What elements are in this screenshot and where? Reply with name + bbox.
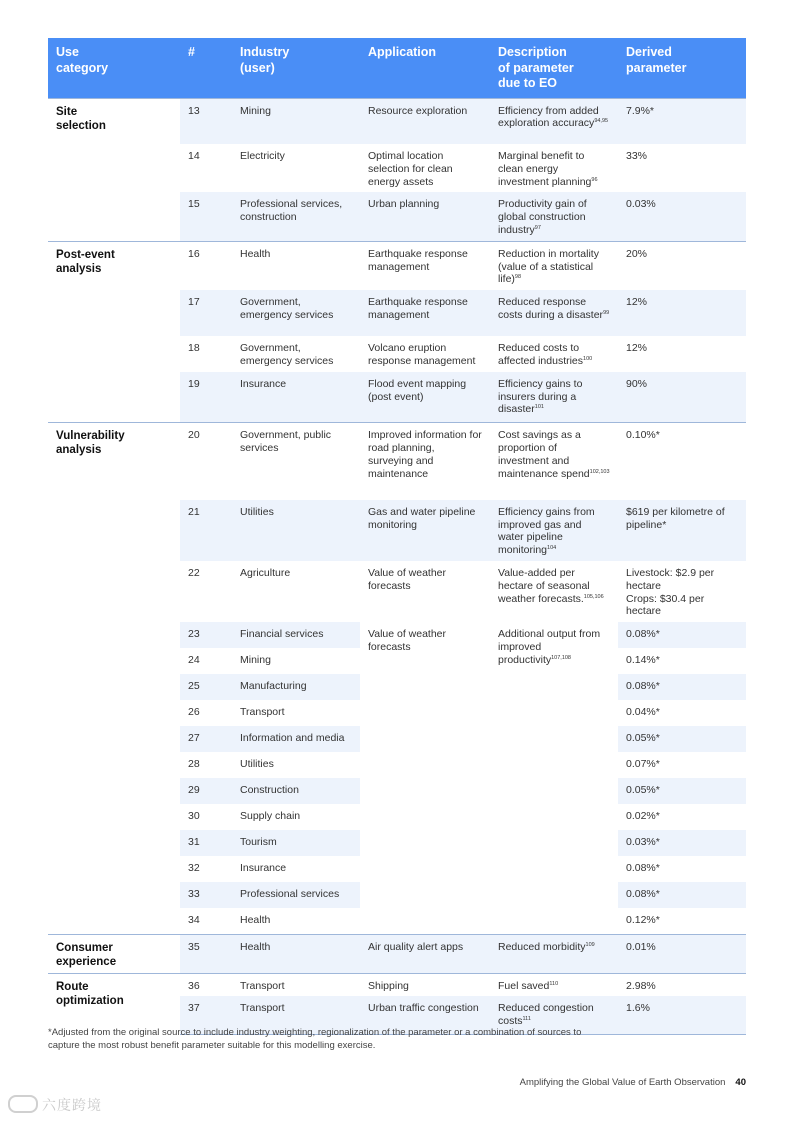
row-description: [490, 561, 618, 622]
description-text: Reduced costs to affected industries: [498, 342, 584, 367]
row-number: 26: [188, 706, 200, 719]
row-application: Value of weather forecasts: [368, 566, 447, 592]
row-parameter: 0.12%*: [626, 914, 660, 927]
row-number: 37: [180, 996, 232, 1034]
eo-value-table: [48, 38, 746, 1035]
category-cell: Route optimization: [48, 973, 180, 1034]
row-number: 33: [180, 882, 232, 908]
description-text: Value-added per hectare of seasonal weather forecasts.: [498, 566, 590, 605]
table-row: [48, 973, 746, 996]
row-industry: Construction: [232, 778, 360, 804]
table-container: [48, 38, 746, 1035]
row-application: Shipping: [360, 973, 490, 996]
description-text: Productivity gain of global construction industry: [498, 198, 587, 236]
row-industry: Insurance: [240, 862, 287, 875]
row-number: 31: [180, 830, 232, 856]
row-number: 35: [180, 934, 232, 973]
row-number: 28: [188, 758, 200, 771]
header-industry: Industry (user): [232, 38, 360, 98]
row-number: 20: [180, 423, 232, 500]
watermark-logo-icon: [8, 1095, 38, 1113]
row-parameter: 0.14%*: [626, 654, 660, 667]
row-parameter: Livestock: $2.9 per hectare Crops: $30.4 per hectare: [626, 566, 715, 618]
description-text: Cost savings as a proportion of investment and maintenance spend: [498, 429, 590, 480]
page-number: 40: [735, 1077, 746, 1088]
row-number: 29: [180, 778, 232, 804]
row-number: 30: [188, 810, 200, 823]
description-text: Reduction in mortality (value of a statistical life): [498, 247, 599, 286]
row-parameter: 2.98%: [618, 973, 746, 996]
description-text: Efficiency gains from improved gas and water pipeline monitoring: [498, 505, 595, 557]
row-industry: Government, emergency services: [240, 342, 334, 367]
row-industry: Utilities: [240, 758, 274, 771]
row-description: [490, 622, 618, 934]
row-application: Resource exploration: [360, 98, 490, 144]
row-industry: Government, public services: [232, 423, 360, 500]
table-footnote: *Adjusted from the original source to include industry weighting, regionalization of the parameter or a combination of sources to capture the most robust benefit parameter suitable for this modelling exercise.: [48, 1027, 582, 1051]
row-description: [490, 192, 618, 241]
row-parameter: 0.10%*: [618, 423, 746, 500]
row-parameter: 0.01%: [618, 934, 746, 973]
description-text: Efficiency gains to insurers during a disaster: [498, 377, 583, 416]
reference-marker: 101: [534, 404, 544, 411]
table-row: [48, 241, 746, 290]
row-number: 13: [180, 98, 232, 144]
reference-marker: 100: [583, 355, 593, 362]
row-parameter: 0.05%*: [618, 726, 746, 752]
row-industry: Supply chain: [240, 810, 301, 823]
row-application: Optimal location selection for clean energy assets: [368, 150, 453, 188]
row-industry: Information and media: [232, 726, 360, 752]
description-text: Reduced response costs during a disaster: [498, 296, 604, 321]
row-number: 15: [180, 192, 232, 241]
row-application: Improved information for road planning, surveying and maintenance: [360, 423, 490, 500]
row-description: [490, 98, 618, 144]
row-industry: Transport: [240, 706, 285, 719]
description-text: Marginal benefit to clean energy investment planning: [498, 150, 592, 188]
reference-marker: 99: [603, 309, 610, 316]
reference-marker: 97: [534, 224, 541, 231]
description-text: Fuel saved: [498, 979, 550, 992]
watermark-text: 六度跨境: [42, 1097, 102, 1113]
row-number: 27: [180, 726, 232, 752]
row-number: 16: [180, 241, 232, 290]
row-application: Volcano eruption response management: [368, 342, 476, 367]
reference-marker: 105,106: [583, 593, 604, 600]
row-description: [490, 423, 618, 500]
row-industry: Mining: [240, 654, 271, 667]
row-parameter: 33%: [626, 150, 648, 162]
row-number: 25: [180, 674, 232, 700]
row-industry: Agriculture: [240, 566, 291, 579]
row-description: [490, 500, 618, 561]
reference-marker: 104: [547, 545, 557, 552]
reference-marker: 102,103: [589, 468, 610, 475]
report-title: Amplifying the Global Value of Earth Observation: [519, 1077, 726, 1088]
row-parameter: 0.08%*: [626, 862, 660, 875]
row-parameter: 12%: [626, 342, 648, 355]
row-number: 17: [180, 290, 232, 336]
table-row: [48, 934, 746, 973]
row-description: [490, 973, 618, 996]
reference-marker: 107,108: [551, 654, 571, 661]
category-cell: Consumer experience: [48, 934, 180, 973]
category-cell: Site selection: [48, 98, 180, 241]
row-application: Value of weather forecasts: [360, 622, 490, 934]
row-description: [490, 241, 618, 290]
row-parameter: 12%: [618, 290, 746, 336]
row-parameter: 90%: [618, 372, 746, 423]
row-number: 23: [180, 622, 232, 648]
row-parameter: 0.04%*: [626, 706, 660, 719]
category-cell: Vulnerability analysis: [48, 423, 180, 934]
row-number: 34: [188, 914, 200, 927]
row-parameter: 0.02%*: [626, 810, 660, 823]
category-cell: Post-event analysis: [48, 241, 180, 422]
header-description: Description of parameter due to EO: [490, 38, 618, 98]
row-industry: Transport: [232, 996, 360, 1034]
row-number: 18: [188, 342, 200, 355]
row-application: Air quality alert apps: [360, 934, 490, 973]
row-parameter: 0.08%*: [618, 674, 746, 700]
row-industry: Health: [240, 914, 271, 927]
table-row: [48, 423, 746, 500]
row-number: 22: [188, 566, 200, 579]
description-text: Additional output from improved productivity: [498, 628, 601, 666]
row-industry: Mining: [232, 98, 360, 144]
row-industry: Professional services: [232, 882, 360, 908]
row-parameter: 0.05%*: [618, 778, 746, 804]
row-parameter: 0.03%: [618, 192, 746, 241]
row-number: 24: [188, 654, 200, 667]
row-application: Urban planning: [360, 192, 490, 241]
header-application: Application: [360, 38, 490, 98]
row-application: Earthquake response management: [360, 241, 490, 290]
header-number: #: [180, 38, 232, 98]
row-industry: Transport: [232, 973, 360, 996]
header-use-category: Use category: [48, 38, 180, 98]
description-text: Reduced morbidity: [498, 940, 586, 953]
reference-marker: 96: [591, 176, 598, 183]
reference-marker: 110: [549, 980, 559, 987]
row-application: Urban traffic congestion: [360, 996, 490, 1034]
row-description: [490, 336, 618, 372]
row-application: Flood event mapping (post event): [360, 372, 490, 423]
row-number: 36: [180, 973, 232, 996]
row-application: Gas and water pipeline monitoring: [360, 500, 490, 561]
row-industry: Financial services: [232, 622, 360, 648]
reference-marker: 94,95: [594, 118, 609, 125]
reference-marker: 111: [522, 1016, 531, 1023]
table-row: [48, 98, 746, 144]
row-industry: Insurance: [232, 372, 360, 423]
row-number: 32: [188, 862, 200, 875]
row-description: [490, 934, 618, 973]
row-industry: Electricity: [240, 150, 285, 162]
row-description: [490, 372, 618, 423]
row-parameter: 0.08%*: [618, 622, 746, 648]
row-parameter: 1.6%: [618, 996, 746, 1034]
row-parameter: 0.03%*: [618, 830, 746, 856]
row-industry: Government, emergency services: [232, 290, 360, 336]
row-parameter: 0.07%*: [626, 758, 660, 771]
row-industry: Health: [232, 241, 360, 290]
row-industry: Tourism: [232, 830, 360, 856]
row-number: 14: [188, 150, 200, 162]
reference-marker: 98: [514, 274, 522, 281]
row-industry: Manufacturing: [232, 674, 360, 700]
row-parameter: 7.9%*: [618, 98, 746, 144]
row-description: [490, 290, 618, 336]
row-application: Earthquake response management: [360, 290, 490, 336]
reference-marker: 109: [585, 941, 595, 948]
table-header-row: [48, 38, 746, 98]
row-parameter: 0.08%*: [618, 882, 746, 908]
row-number: 21: [180, 500, 232, 561]
row-parameter: 20%: [618, 241, 746, 290]
page-footer: [520, 1077, 746, 1088]
row-industry: Utilities: [232, 500, 360, 561]
row-industry: Health: [232, 934, 360, 973]
row-parameter: $619 per kilometre of pipeline*: [618, 500, 746, 561]
watermark: [8, 1095, 102, 1115]
header-derived-parameter: Derived parameter: [618, 38, 746, 98]
row-number: 19: [180, 372, 232, 423]
description-text: Efficiency from added exploration accuracy: [498, 104, 599, 130]
row-description: [490, 144, 618, 192]
row-industry: Professional services, construction: [232, 192, 360, 241]
description-text: Reduced congestion costs: [498, 1002, 594, 1028]
